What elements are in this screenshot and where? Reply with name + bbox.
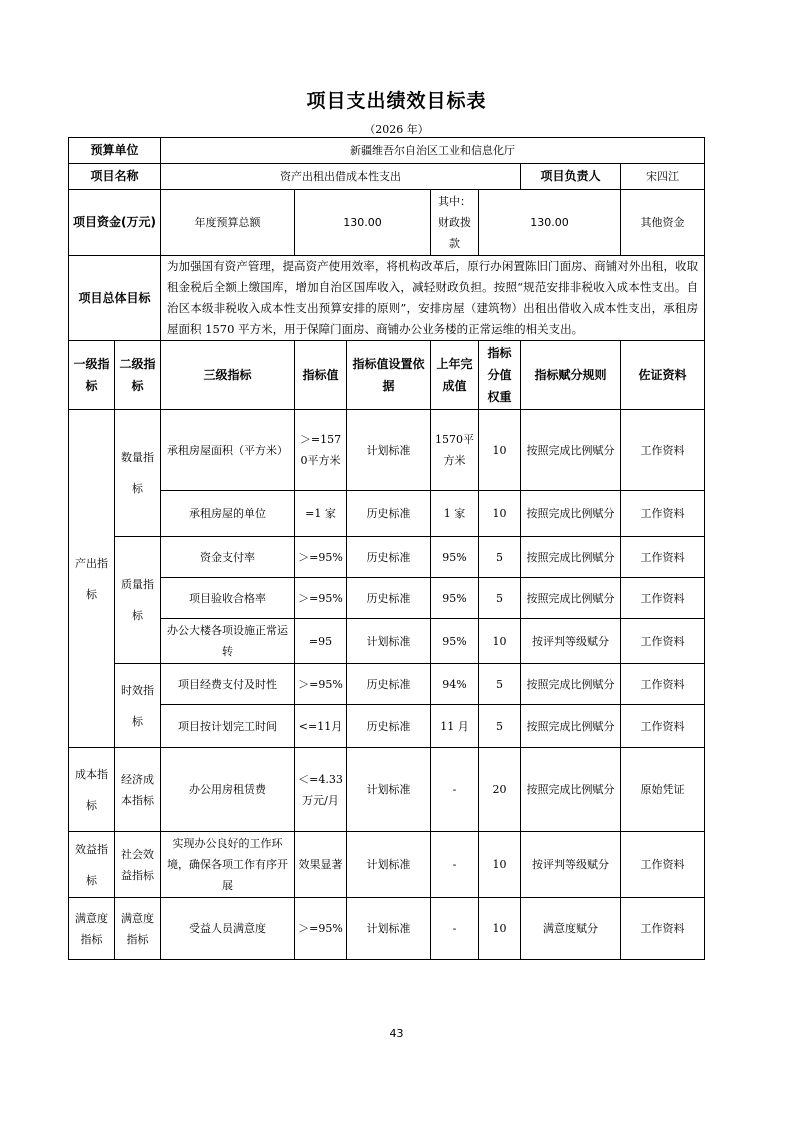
indicator-evidence: 原始凭证 (621, 748, 705, 832)
table-row (69, 410, 705, 491)
year-label: （2026 年） (364, 123, 429, 136)
project-name-value: 资产出租出借成本性支出 (161, 164, 521, 190)
indicator-weight: 5 (479, 578, 521, 619)
col-value: 指标值 (295, 341, 347, 410)
group-satisfaction: 满意度指标 (69, 898, 115, 960)
group-benefit: 效益指标 (69, 832, 115, 898)
indicator-last: 11 月 (431, 705, 479, 748)
group-econ-cost: 经济成本指标 (115, 748, 161, 832)
indicator-weight: 10 (479, 898, 521, 960)
indicator-evidence: 工作资料 (621, 832, 705, 898)
col-rule: 指标赋分规则 (521, 341, 621, 410)
person-in-charge-label: 项目负责人 (521, 164, 621, 190)
indicator-basis: 计划标准 (347, 619, 431, 664)
group-cost: 成本指标 (69, 748, 115, 832)
group-quantity: 数量指标 (115, 410, 161, 537)
indicator-weight: 5 (479, 664, 521, 705)
indicator-rule: 按照完成比例赋分 (521, 491, 621, 537)
indicator-rule: 按评判等级赋分 (521, 619, 621, 664)
indicator-last: 94% (431, 664, 479, 705)
group-social-benefit: 社会效益指标 (115, 832, 161, 898)
indicator-evidence: 工作资料 (621, 619, 705, 664)
indicator-basis: 计划标准 (347, 832, 431, 898)
other-funds-label-text: 其他资金 (640, 216, 685, 229)
overall-goal-row (69, 256, 705, 341)
fiscal-label: 其中：财政拨款 (431, 190, 479, 256)
indicator-value: ＞=95% (295, 578, 347, 619)
table-row (69, 748, 705, 832)
overall-goal-text: 为加强国有资产管理，提高资产使用效率，将机构改革后，原行办闲置陈旧门面房、商铺对外出租，收取租金税后全额上缴国库，增加自治区国库收入，减轻财政负担。按照“规范安排非税收入成本性支出。自治区本级非税收入成本性支出预算安排的原则”，安排房屋（建筑物）出租出借收入成本性支出，承租房屋面积 1570 平方米，用于保障门面房、商铺办公业务楼的正常运维的相关支出。 (161, 256, 705, 341)
table-row (69, 664, 705, 705)
indicator-weight: 10 (479, 491, 521, 537)
indicator-rule: 按照完成比例赋分 (521, 748, 621, 832)
annual-budget-value: 130.00 (295, 190, 431, 256)
table-row (69, 491, 705, 537)
indicator-last: 95% (431, 537, 479, 578)
indicator-weight: 10 (479, 410, 521, 491)
budget-unit-label: 预算单位 (69, 138, 161, 164)
page-number: 43 (389, 1027, 404, 1040)
indicator-value: 效果显著 (295, 832, 347, 898)
indicator-name: 项目验收合格率 (161, 578, 295, 619)
project-name-row (69, 164, 705, 190)
indicator-last: - (431, 832, 479, 898)
indicator-basis: 计划标准 (347, 410, 431, 491)
overall-goal-label: 项目总体目标 (69, 256, 161, 341)
indicator-basis: 计划标准 (347, 898, 431, 960)
indicator-evidence: 工作资料 (621, 898, 705, 960)
table-row (69, 619, 705, 664)
fiscal-value: 130.00 (479, 190, 621, 256)
indicator-weight: 10 (479, 832, 521, 898)
indicator-value: =95 (295, 619, 347, 664)
table-row (69, 898, 705, 960)
indicator-name: 实现办公良好的工作环境，确保各项工作有序开展 (161, 832, 295, 898)
indicator-basis: 计划标准 (347, 748, 431, 832)
indicator-rule: 按评判等级赋分 (521, 832, 621, 898)
group-quality: 质量指标 (115, 537, 161, 664)
table-row (69, 832, 705, 898)
indicator-evidence: 工作资料 (621, 578, 705, 619)
indicator-name: 项目按计划完工时间 (161, 705, 295, 748)
indicator-basis: 历史标准 (347, 578, 431, 619)
indicator-value: ＞=1570平方米 (295, 410, 347, 491)
col-weight: 指标分值权重 (479, 341, 521, 410)
indicator-basis: 历史标准 (347, 537, 431, 578)
col-level2: 二级指标 (115, 341, 161, 410)
col-evidence: 佐证资料 (621, 341, 705, 410)
indicator-rule: 满意度赋分 (521, 898, 621, 960)
performance-target-table (68, 137, 705, 960)
indicator-last: 1570平方米 (431, 410, 479, 491)
indicator-evidence: 工作资料 (621, 537, 705, 578)
indicator-value: ＞=95% (295, 898, 347, 960)
project-name-label: 项目名称 (69, 164, 161, 190)
indicator-weight: 10 (479, 619, 521, 664)
indicator-value: ＞=95% (295, 537, 347, 578)
group-satisfaction-sub: 满意度指标 (115, 898, 161, 960)
indicator-value: ＞=95% (295, 664, 347, 705)
annual-budget-label: 年度预算总额 (161, 190, 295, 256)
table-row (69, 705, 705, 748)
indicator-name: 承租房屋面积（平方米） (161, 410, 295, 491)
indicator-last: 95% (431, 578, 479, 619)
person-in-charge-value: 宋四江 (621, 164, 705, 190)
indicator-value: <=11月 (295, 705, 347, 748)
col-last-year: 上年完成值 (431, 341, 479, 410)
indicator-value: ＜=4.33万元/月 (295, 748, 347, 832)
indicator-evidence: 工作资料 (621, 705, 705, 748)
project-funds-label: 项目资金(万元) (69, 190, 161, 256)
budget-unit-value: 新疆维吾尔自治区工业和信息化厅 (161, 138, 705, 164)
indicator-weight: 20 (479, 748, 521, 832)
col-level1: 一级指标 (69, 341, 115, 410)
indicator-basis: 历史标准 (347, 491, 431, 537)
indicator-basis: 历史标准 (347, 664, 431, 705)
indicator-evidence: 工作资料 (621, 664, 705, 705)
indicator-rule: 按照完成比例赋分 (521, 664, 621, 705)
indicator-weight: 5 (479, 705, 521, 748)
col-level3: 三级指标 (161, 341, 295, 410)
group-timeliness: 时效指标 (115, 664, 161, 748)
indicator-rule: 按照完成比例赋分 (521, 578, 621, 619)
indicator-last: 95% (431, 619, 479, 664)
indicator-evidence: 工作资料 (621, 410, 705, 491)
column-header-row (69, 341, 705, 410)
indicator-name: 资金支付率 (161, 537, 295, 578)
indicator-name: 承租房屋的单位 (161, 491, 295, 537)
indicator-name: 受益人员满意度 (161, 898, 295, 960)
indicator-value: =1 家 (295, 491, 347, 537)
indicator-last: 1 家 (431, 491, 479, 537)
indicator-name: 项目经费支付及时性 (161, 664, 295, 705)
project-funds-row (69, 190, 705, 256)
indicator-name: 办公大楼各项设施正常运转 (161, 619, 295, 664)
indicator-rule: 按照完成比例赋分 (521, 705, 621, 748)
group-output: 产出指标 (69, 410, 115, 748)
indicator-weight: 5 (479, 537, 521, 578)
indicator-evidence: 工作资料 (621, 491, 705, 537)
indicator-last: - (431, 898, 479, 960)
indicator-last: - (431, 748, 479, 832)
table-row (69, 537, 705, 578)
indicator-rule: 按照完成比例赋分 (521, 537, 621, 578)
col-basis: 指标值设置依据 (347, 341, 431, 410)
indicator-basis: 历史标准 (347, 705, 431, 748)
other-funds-label (621, 190, 705, 256)
indicator-rule: 按照完成比例赋分 (521, 410, 621, 491)
page-title: 项目支出绩效目标表 (306, 90, 487, 112)
table-row (69, 578, 705, 619)
budget-unit-row (69, 138, 705, 164)
indicator-name: 办公用房租赁费 (161, 748, 295, 832)
